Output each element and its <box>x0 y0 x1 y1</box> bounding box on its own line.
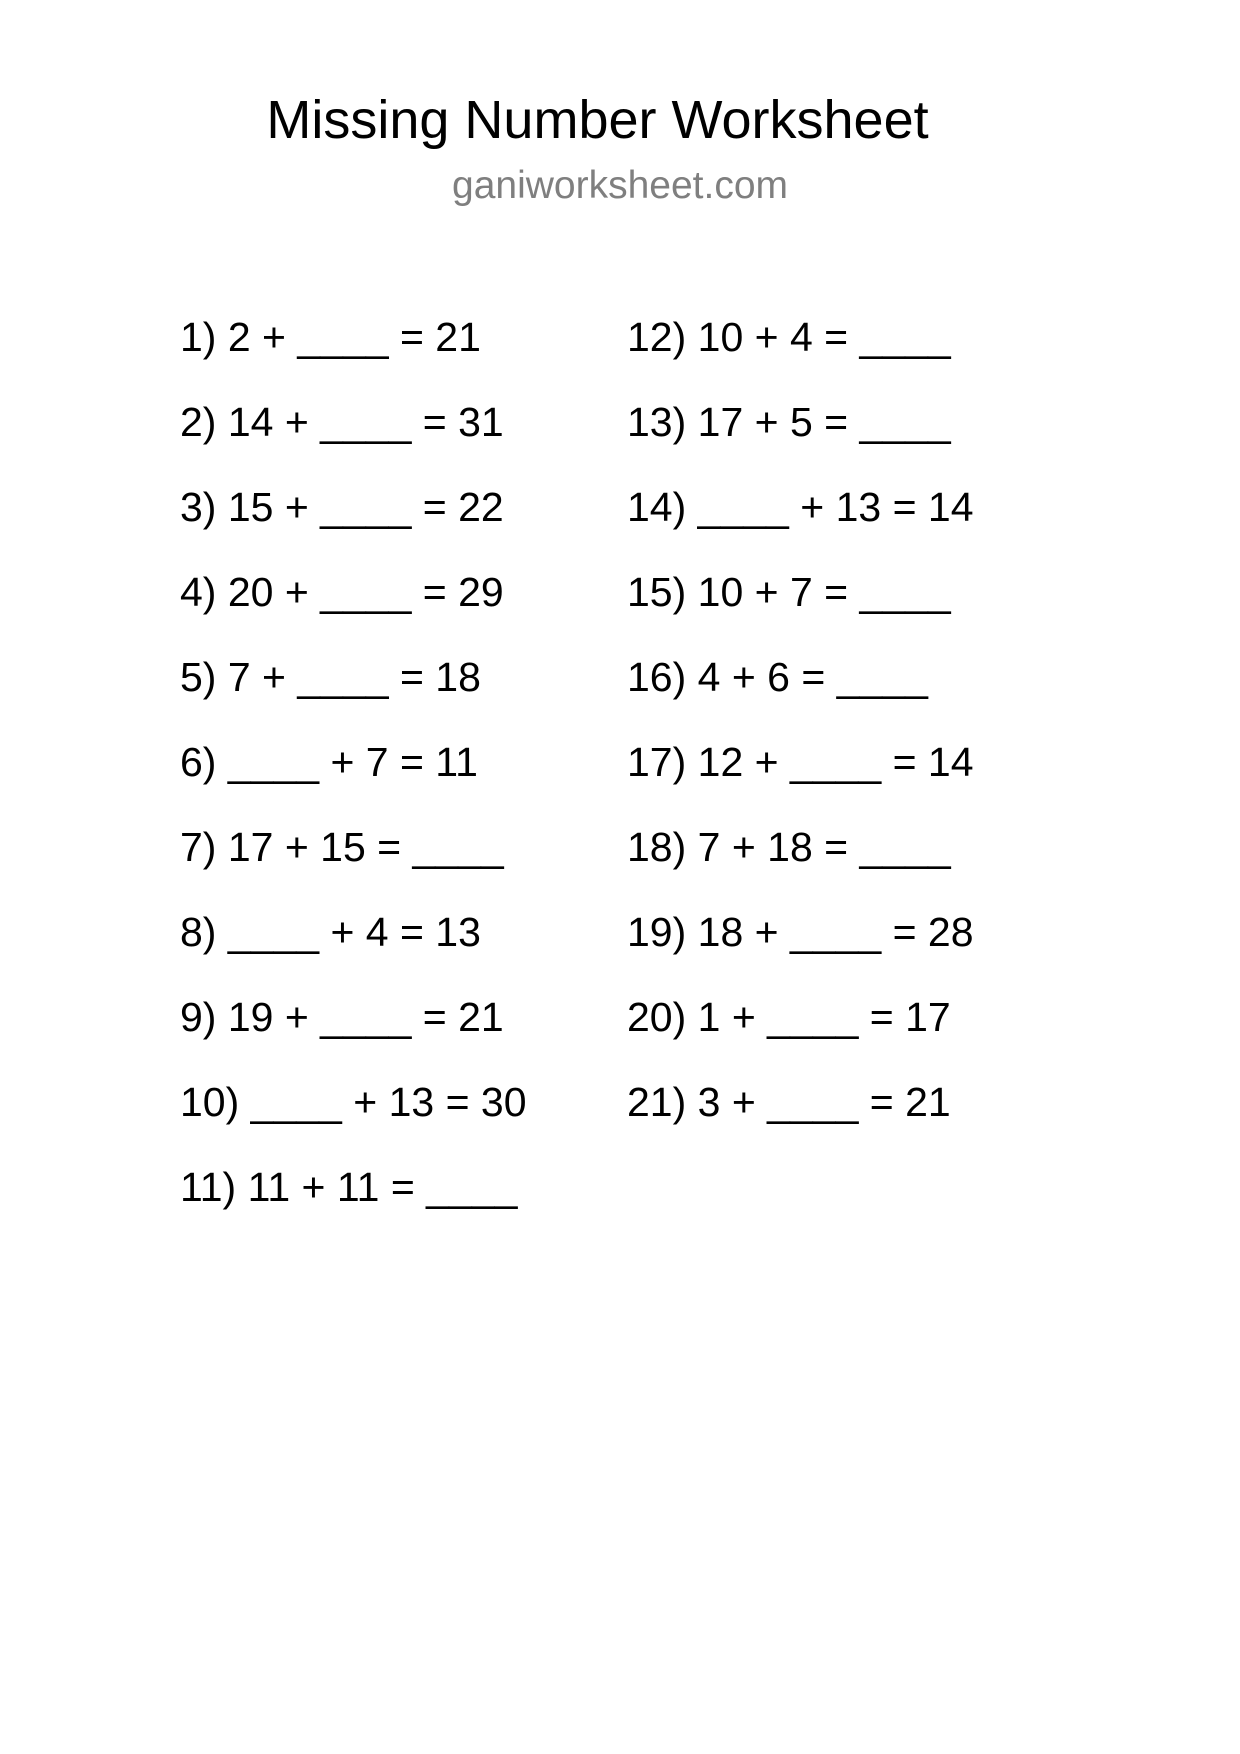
problem-4: 4) 20 + ____ = 29 <box>180 569 504 615</box>
problem-13: 13) 17 + 5 = ____ <box>627 399 951 445</box>
problem-8: 8) ____ + 4 = 13 <box>180 909 481 955</box>
problem-1: 1) 2 + ____ = 21 <box>180 314 481 360</box>
problem-9: 9) 19 + ____ = 21 <box>180 994 504 1040</box>
problem-19: 19) 18 + ____ = 28 <box>627 909 974 955</box>
problem-10: 10) ____ + 13 = 30 <box>180 1079 527 1125</box>
problem-20: 20) 1 + ____ = 17 <box>627 994 951 1040</box>
problem-16: 16) 4 + 6 = ____ <box>627 654 928 700</box>
problem-7: 7) 17 + 15 = ____ <box>180 824 504 870</box>
worksheet-source: ganiworksheet.com <box>452 164 788 207</box>
problem-11: 11) 11 + 11 = ____ <box>180 1164 518 1210</box>
problem-5: 5) 7 + ____ = 18 <box>180 654 481 700</box>
problem-6: 6) ____ + 7 = 11 <box>180 739 478 785</box>
problem-21: 21) 3 + ____ = 21 <box>627 1079 951 1125</box>
problems-left-column <box>180 312 527 1247</box>
problem-2: 2) 14 + ____ = 31 <box>180 399 504 445</box>
problem-15: 15) 10 + 7 = ____ <box>627 569 951 615</box>
worksheet-title: Missing Number Worksheet <box>266 90 929 150</box>
problem-3: 3) 15 + ____ = 22 <box>180 484 504 530</box>
problem-17: 17) 12 + ____ = 14 <box>627 739 974 785</box>
problem-14: 14) ____ + 13 = 14 <box>627 484 974 530</box>
problem-12: 12) 10 + 4 = ____ <box>627 314 951 360</box>
problem-18: 18) 7 + 18 = ____ <box>627 824 951 870</box>
problems-right-column <box>627 312 974 1162</box>
